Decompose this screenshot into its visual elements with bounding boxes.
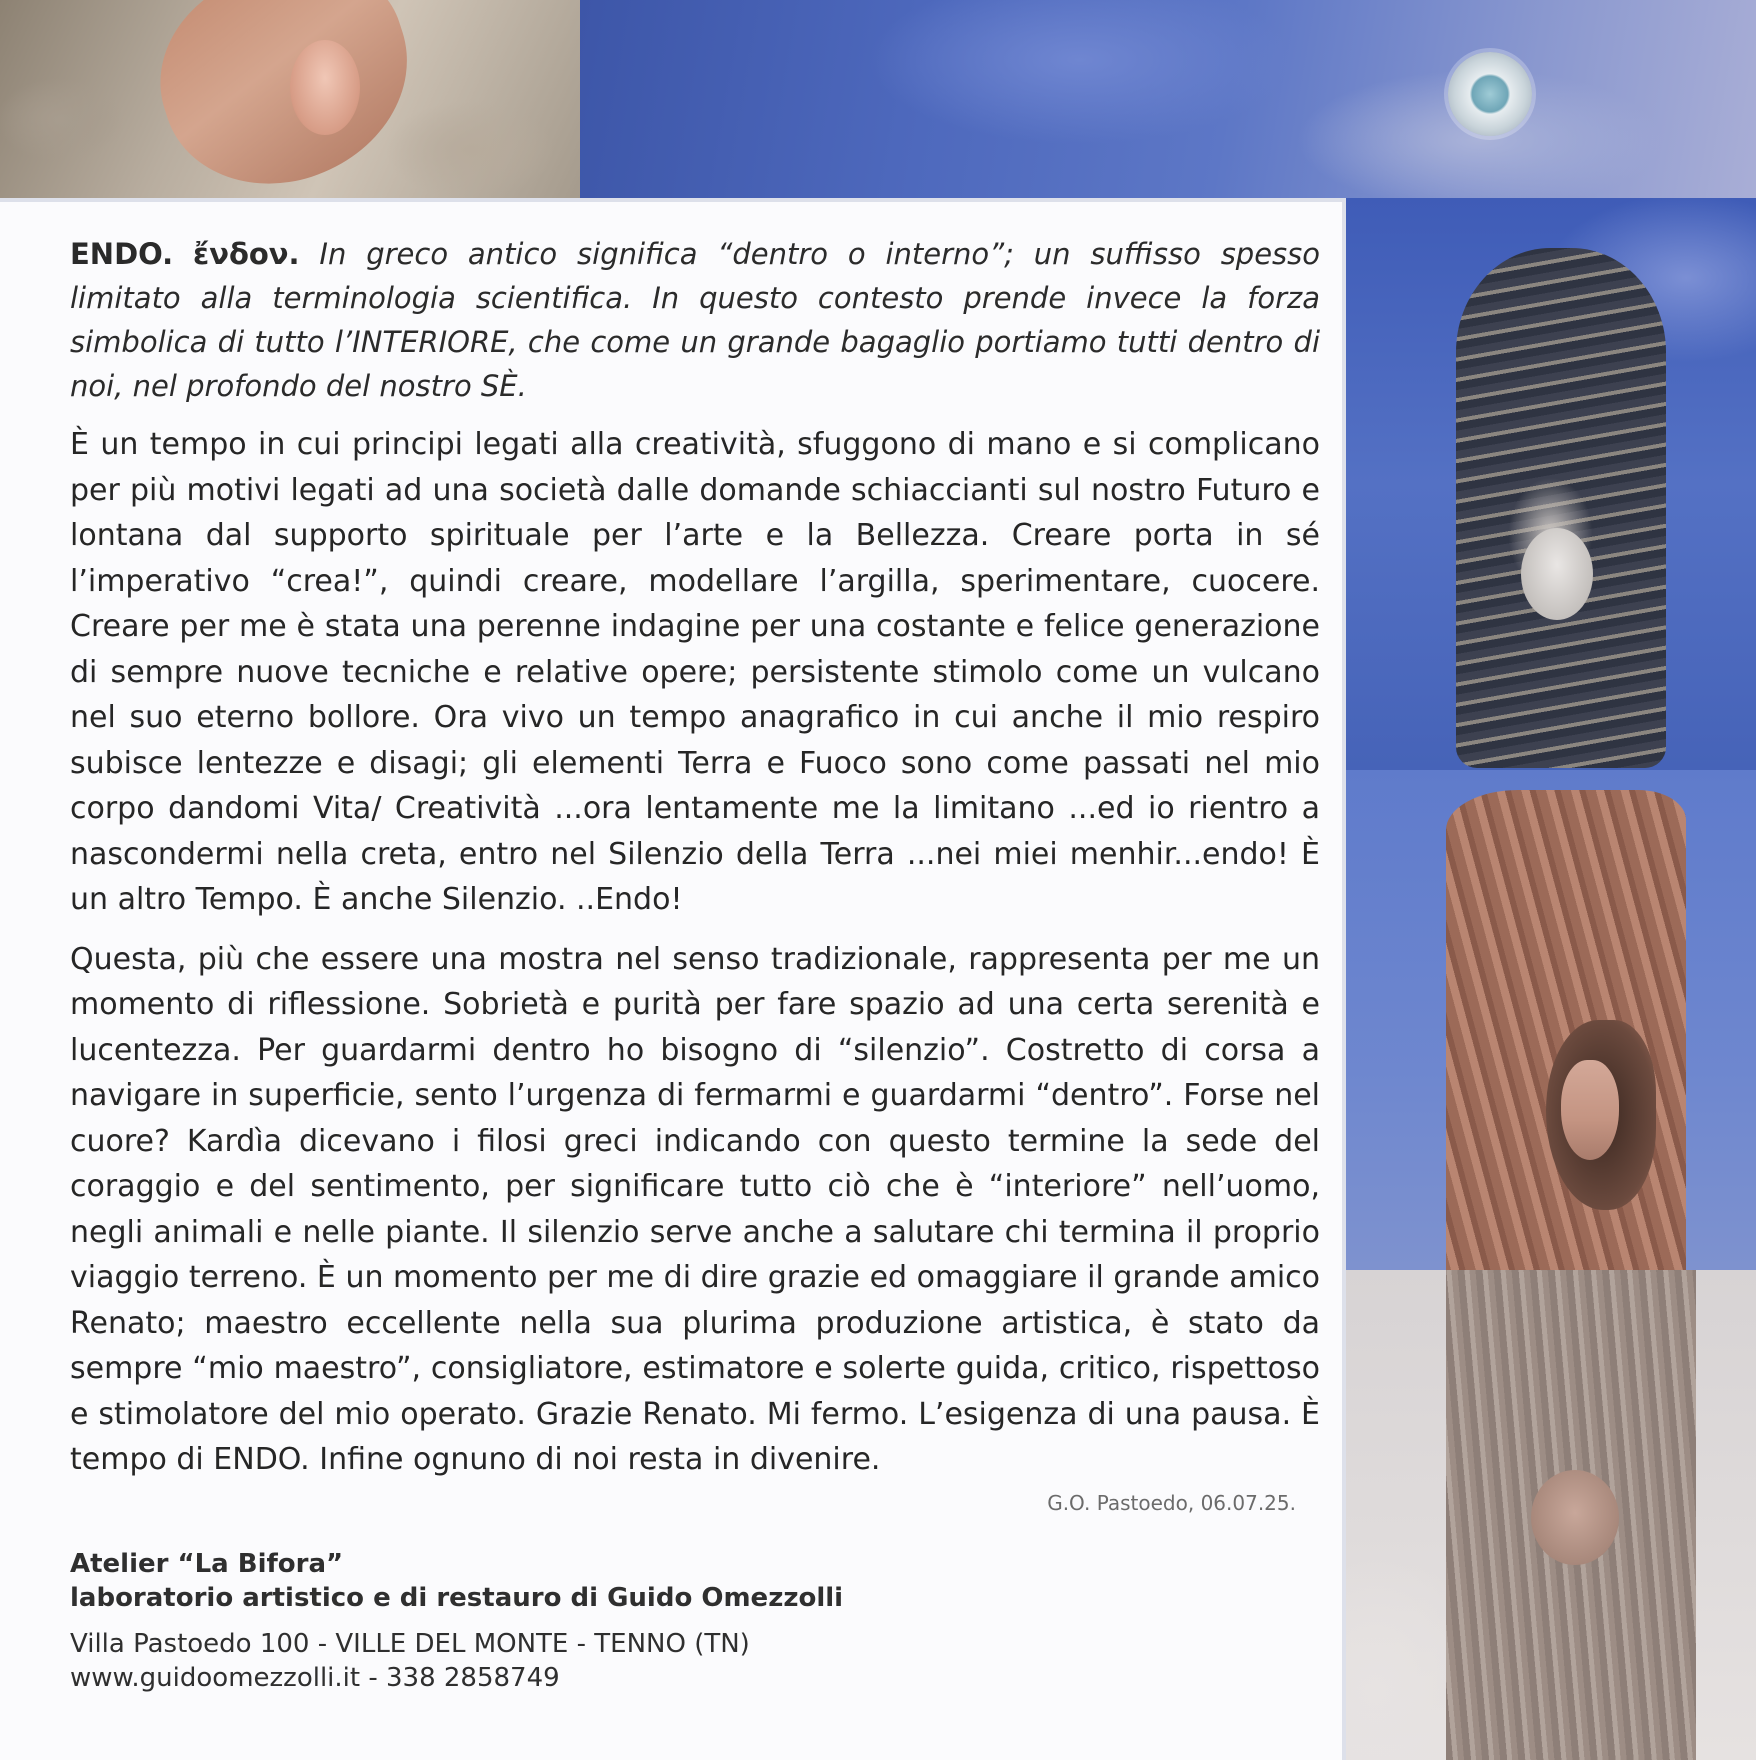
dark-sculpture [1456, 248, 1666, 768]
body-paragraph-1: È un tempo in cui principi legati alla creatività, sfuggono di mano e si complicano per più motivi legati ad una società dalle domande schiaccianti sul nostro Futuro e lontana dal supporto spirituale per l’arte e la Bellezza. Creare porta in sé l’imperativo “crea!”, quindi creare, modellare l’argilla, sperimentare, cuocere. Creare per me è stata una perenne indagine per una costante e felice generazione di sempre nuove tecniche e relative opere; persistente stimolo come un vulcano nel suo eterno bollore. Ora vivo un tempo anagrafico in cui anche il mio respiro subisce lentezze e disagi; gli elementi Terra e Fuoco sono come passati nel mio corpo dandomi Vita/ Creatività ...ora lentamente me la limitano ...ed io rientro a nascondermi nella creta, entro nel Silenzio della Terra ...nei miei menhir...endo! È un altro Tempo. È anche Silenzio. ..Endo! [70, 427, 1320, 917]
blue-ceramic-photo [580, 0, 1756, 198]
sculpture-photo-column [1346, 198, 1756, 1760]
greek-word: ἔνδον. [193, 237, 300, 271]
wood-sculpture-photo [1346, 770, 1756, 1270]
stone-sculpture-photo [1346, 1270, 1756, 1760]
ceramic-rosette [1448, 52, 1532, 136]
clay-sculpture-photo [0, 0, 580, 198]
lead-word: ENDO. [70, 237, 174, 271]
atelier-name: Atelier “La Bifora” [70, 1548, 344, 1579]
body-paragraph-2: Questa, più che essere una mostra nel senso tradizionale, rappresenta per me un momento di riflessione. Sobrietà e purità per fare spazio ad una certa serenità e lucentezza. Per guardarmi dentro ho bisogno di “silenzio”. Costretto di corsa a navigare in superficie, sento l’urgenza di fermarmi e guardarmi “dentro”. Forse nel cuore? Kardìa dicevano i filosi greci indicando con questo termine la sede del coraggio e del sentimento, per significare tutto ciò che è “interiore” nell’uomo, negli animali e nelle piante. Il silenzio serve anche a salutare chi termina il proprio viaggio terreno. È un momento per me di dire grazie ed omaggiare il grande amico Renato; maestro eccellente nella sua plurima produzione artistica, è stato da sempre “mio maestro”, consigliatore, estimatore e solerte guida, critico, rispettoso e stimolatore del mio operato. Grazie Renato. Mi fermo. L’esigenza di una pausa. È tempo di ENDO. Infine ognuno di noi resta in divenire. [70, 941, 1320, 1477]
wood-sculpture [1446, 790, 1686, 1270]
sculpture-face [1521, 528, 1593, 620]
top-photo-band [0, 0, 1756, 198]
clay-figure [134, 0, 437, 198]
dark-sculpture-photo [1346, 198, 1756, 770]
bearded-face [1561, 1060, 1619, 1160]
atelier-description: laboratorio artistico e di restauro di Guido Omezzolli [70, 1582, 844, 1613]
stone-face [1531, 1470, 1619, 1565]
clay-face [290, 40, 360, 135]
atelier-address: Villa Pastoedo 100 - VILLE DEL MONTE - TENNO (TN) [70, 1628, 750, 1659]
text-panel [0, 198, 1346, 1760]
atelier-website-phone: www.guidoomezzolli.it - 338 2858749 [70, 1662, 560, 1693]
article [70, 232, 1320, 1695]
atelier-block [70, 1547, 1320, 1695]
intro-text: In greco antico significa “dentro o interno”; un suffisso spesso limitato alla terminologia scientifica. In questo contesto prende invece la forza simbolica di tutto l’INTERIORE, che come un grande bagaglio portiamo tutti dentro di noi, nel profondo del nostro SÈ. [70, 237, 1321, 403]
intro-paragraph [70, 232, 1320, 408]
signature: G.O. Pastoedo, 06.07.25. [1047, 1490, 1296, 1515]
